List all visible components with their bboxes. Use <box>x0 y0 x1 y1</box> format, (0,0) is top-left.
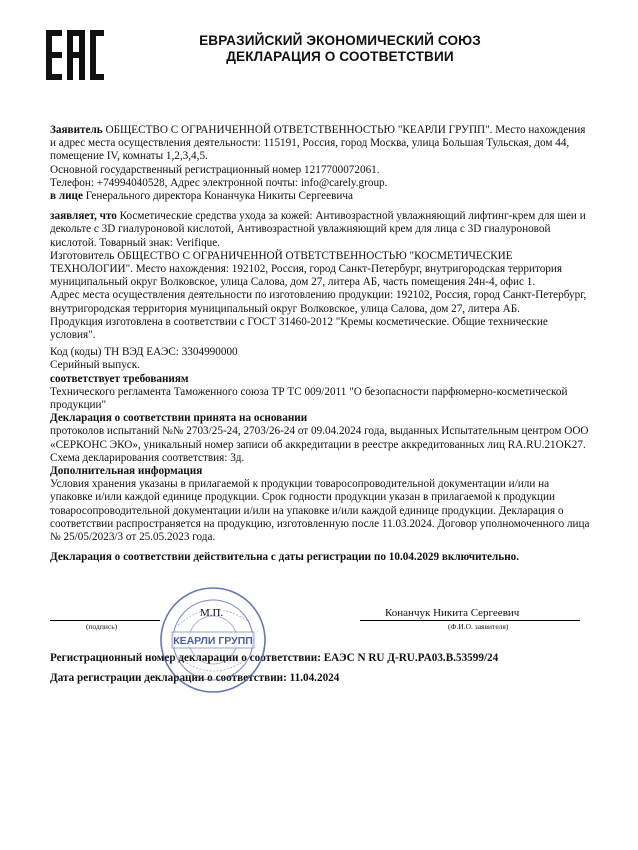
signature-caption: (подпись) <box>86 622 118 631</box>
company-seal-stamp <box>158 585 268 695</box>
tn-ved-code: Код (коды) ТН ВЭД ЕАЭС: 3304990000 <box>50 346 238 359</box>
signature-line <box>50 620 160 621</box>
applicant-person <box>50 190 590 203</box>
applicant-contacts: Телефон: +74994040528, Адрес электронной почты: info@carely.group. <box>50 176 388 189</box>
additional-label: Дополнительная информация <box>50 465 203 478</box>
applicant-text: ОБЩЕСТВО С ОГРАНИЧЕННОЙ ОТВЕТСТВЕННОСТЬЮ "КЕАРЛИ ГРУПП". Место нахождения и адрес места осуществления деятельности: 115191, Россия, город Москва, улица Большая Тульская, дом 44, помещение IV, комнаты 1,2,3,4,5. <box>50 124 586 163</box>
header-union-title: ЕВРАЗИЙСКИЙ ЭКОНОМИЧЕСКИЙ СОЮЗ <box>199 33 481 48</box>
declares-text: Косметические средства ухода за кожей: Антивозрастной увлажняющий лифтинг-крем для шеи и декольте с 3D гиалуроновой кислотой, Антивозрастной увлажняющий крем для лица с 3D гиалуроновой кислотой. Товарный знак: Verifique. <box>50 210 586 249</box>
registration-number: Регистрационный номер декларации о соответствии: ЕАЭС N RU Д-RU.PA03.B.53599/24 <box>50 652 499 664</box>
declares-paragraph <box>50 210 590 250</box>
scheme-text: Схема декларирования соответствия: 3д. <box>50 451 245 464</box>
applicant-ogrn: Основной государственный регистрационный номер 1217700072061. <box>50 163 380 176</box>
name-caption: (Ф.И.О. заявителя) <box>448 622 509 631</box>
applicant-paragraph <box>50 124 590 164</box>
serial-release: Серийный выпуск. <box>50 359 140 372</box>
header-doc-title: ДЕКЛАРАЦИЯ О СООТВЕТСТВИИ <box>226 49 454 64</box>
signer-name: Конанчук Никита Сергеевич <box>385 607 520 619</box>
production-address: Адрес места осуществления деятельности по изготовлению продукции: 192102, Россия, город Санкт-Петербург, внутригородская территория муниципальный округ Волковское, улица Салова, дом 27, литера АБ. <box>50 289 587 315</box>
document-header <box>120 33 560 65</box>
seal-place-label: М.П. <box>200 607 224 619</box>
manufacturer-paragraph: Изготовитель ОБЩЕСТВО С ОГРАНИЧЕННОЙ ОТВЕТСТВЕННОСТЬЮ "КОСМЕТИЧЕСКИЕ ТЕХНОЛОГИИ". Место нахождения: 192102, Россия, город Санкт-Петербург, внутригородская территория муниципальный округ Волковское, улица Салова, дом 27, литера АБ, часть помещения 24н-4, офис 1. <box>50 249 563 289</box>
person-label: в лице <box>50 190 83 203</box>
requirements-text: Технического регламента Таможенного союза ТР ТС 009/2011 "О безопасности парфюмерно-косметической продукции" <box>50 385 568 412</box>
gost-paragraph: Продукция изготовлена в соответствии с ГОСТ 31460-2012 "Кремы косметические. Общие технические условия". <box>50 315 548 342</box>
declaration-body <box>50 124 590 565</box>
basis-text: протоколов испытаний №№ 2703/25-24, 2703/26-24 от 09.04.2024 года, выданных Испытательным центром ООО «СЕРКОНС ЭКО», уникальный номер записи об аккредитации в реестре аккредитованных лиц RA.RU.21OK27. <box>50 425 589 451</box>
name-line <box>360 620 580 621</box>
requirements-label: соответствует требованиям <box>50 372 189 385</box>
stamp-center-text: КЕАРЛИ ГРУПП <box>173 635 253 647</box>
person-text: Генерального директора Конанчука Никиты Сергеевича <box>82 190 353 203</box>
eac-logo <box>44 28 106 82</box>
applicant-label: Заявитель <box>50 124 103 136</box>
validity-statement: Декларация о соответствии действительна с даты регистрации по 10.04.2029 включительно. <box>50 551 520 564</box>
additional-text: Условия хранения указаны в прилагаемой к продукции товаросопроводительной документации и/или на упаковке и/или каждой единице продукции. Срок годности продукции указан в прилагаемой к продукции товаросопроводительной документации и/или на упаковке и/или каждой единице продукции. Декларация о соответствии распространяется на продукцию, изготовленную после 11.03.2024. Договор уполномоченного лица № 25/05/2023/3 от 25.05.2023 года. <box>50 478 590 544</box>
registration-date: Дата регистрации декларации о соответствии: 11.04.2024 <box>50 672 340 684</box>
basis-label: Декларация о соответствии принята на основании <box>50 412 308 425</box>
signature-block <box>50 607 590 640</box>
declares-label: заявляет, что <box>50 210 117 223</box>
